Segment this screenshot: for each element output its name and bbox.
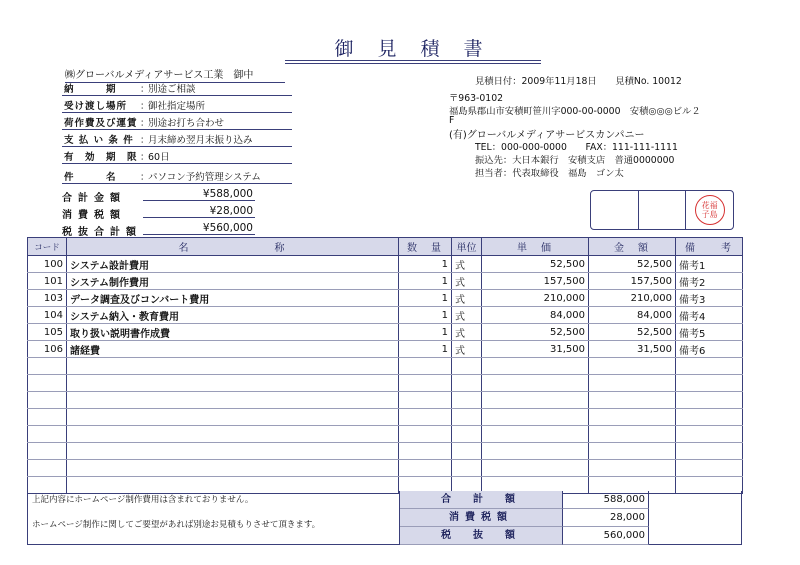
- cell-qty: 1: [399, 307, 452, 324]
- info-value: 別途お打ち合わせ: [148, 118, 225, 129]
- issuer-address-2: F: [449, 115, 455, 126]
- table-row-empty: [28, 358, 743, 375]
- info-value: 御社指定場所: [148, 101, 206, 112]
- col-header-name: 名 称: [67, 238, 399, 256]
- cell-code: 106: [28, 341, 67, 358]
- cell-amount: 52,500: [589, 256, 676, 273]
- cell-price: 84,000: [482, 307, 589, 324]
- footer-note: 上記内容にホームページ制作費用は含まれておりません。: [32, 495, 254, 505]
- issuer-postal: 〒963-0102: [449, 93, 504, 104]
- estimate-date-number: 見積日付：2009年11月18日 見積No. 10012: [475, 76, 682, 87]
- cell-code: 100: [28, 256, 67, 273]
- cell-code: 101: [28, 273, 67, 290]
- subject-underline: [62, 183, 292, 184]
- cell-price: 31,500: [482, 341, 589, 358]
- total-amount-value: ¥588,000: [143, 188, 255, 201]
- footer-note: ホームページ制作に関してご要望があれば別途お見積もりさせて頂きます。: [32, 520, 321, 530]
- cell-name: 取り扱い説明書作成費: [67, 324, 399, 341]
- table-footer: [27, 491, 742, 545]
- document-title: 御 見 積 書: [334, 38, 492, 60]
- info-row-validity: 有 効 期 限 ： 60日: [28, 146, 170, 163]
- table-row-empty: [28, 409, 743, 426]
- table-row: [28, 307, 743, 324]
- cell-qty: 1: [399, 273, 452, 290]
- cell-code: 104: [28, 307, 67, 324]
- info-row-subject: 件 名 ： パソコン予約管理システム: [28, 166, 261, 183]
- cell-unit: 式: [452, 307, 482, 324]
- table-header-row: [28, 238, 743, 256]
- info-value: 別途ご相談: [148, 84, 196, 95]
- cell-price: 52,500: [482, 324, 589, 341]
- stamp-cell-empty: [591, 191, 639, 229]
- col-header-code: コード: [28, 238, 67, 256]
- cell-name: 諸経費: [67, 341, 399, 358]
- cell-note: 備考5: [676, 324, 743, 341]
- table-row: [28, 273, 743, 290]
- totals-row-total: [399, 491, 649, 509]
- cell-note: 備考1: [676, 256, 743, 273]
- issuer-bank: 振込先：大日本銀行 安積支店 普通0000000: [475, 155, 675, 166]
- table-row: [28, 290, 743, 307]
- title-underline: [285, 60, 541, 61]
- stamp-box: [590, 190, 734, 230]
- cell-qty: 1: [399, 290, 452, 307]
- table-row-empty: [28, 392, 743, 409]
- cell-unit: 式: [452, 341, 482, 358]
- tax-amount-value: ¥28,000: [143, 205, 255, 218]
- col-header-price: 単 価: [482, 238, 589, 256]
- client-name: ㈱グローバルメディアサービス工業 御中: [65, 66, 285, 83]
- cell-price: 157,500: [482, 273, 589, 290]
- info-label: 有 効 期 限: [64, 152, 138, 163]
- cell-name: データ調査及びコンバート費用: [67, 290, 399, 307]
- info-underline: [62, 163, 292, 164]
- table-row-empty: [28, 443, 743, 460]
- cell-note: 備考2: [676, 273, 743, 290]
- tax-amount-label: 消費税額: [62, 210, 126, 221]
- stamp-cell-empty: [639, 191, 687, 229]
- items-table: [27, 237, 743, 494]
- info-label: 件 名: [64, 172, 117, 183]
- cell-code: 103: [28, 290, 67, 307]
- totals-label: 税 抜 額: [400, 527, 563, 545]
- info-label: 荷作費及び運賃: [64, 118, 138, 129]
- info-row-place: 受け渡し場所 ： 御社指定場所: [28, 95, 205, 112]
- table-row: [28, 341, 743, 358]
- issuer-address: 福島県郡山市安積町笹川字000-00-0000 安積◎◎◎ビル２: [449, 106, 701, 117]
- cell-unit: 式: [452, 256, 482, 273]
- cell-unit: 式: [452, 324, 482, 341]
- table-row: [28, 324, 743, 341]
- info-row-shipping: 荷作費及び運賃 ： 別途お打ち合わせ: [28, 112, 224, 129]
- pretax-amount-label: 税抜合計額: [62, 227, 142, 238]
- table-row-empty: [28, 426, 743, 443]
- title-underline-double: [285, 63, 541, 64]
- totals-label: 消費税額: [400, 509, 563, 527]
- cell-note: 備考4: [676, 307, 743, 324]
- cell-unit: 式: [452, 273, 482, 290]
- cell-qty: 1: [399, 324, 452, 341]
- table-row-empty: [28, 375, 743, 392]
- totals-value: 588,000: [563, 491, 649, 509]
- totals-value: 560,000: [563, 527, 649, 545]
- cell-name: システム制作費用: [67, 273, 399, 290]
- cell-note: 備考3: [676, 290, 743, 307]
- issuer-tel-fax: TEL：000-000-0000 FAX：111-111-1111: [475, 142, 678, 153]
- info-label: 納 期: [64, 84, 117, 95]
- cell-qty: 1: [399, 341, 452, 358]
- stamp-cell-seal: [686, 191, 733, 229]
- pretax-amount-value: ¥560,000: [143, 222, 255, 235]
- issuer-contact: 担当者：代表取締役 福島 ゴン太: [475, 168, 624, 179]
- issuer-company: (有)グローバルメディアサービスカンパニー: [449, 130, 645, 141]
- subject-value: パソコン予約管理システム: [148, 172, 261, 183]
- info-row-delivery: 納 期 ： 別途ご相談: [28, 78, 196, 95]
- total-amount-label: 合計金額: [62, 193, 126, 204]
- col-header-qty: 数 量: [399, 238, 452, 256]
- info-label: 受け渡し場所: [64, 101, 128, 112]
- totals-label: 合 計 額: [400, 491, 563, 509]
- cell-name: システム設計費用: [67, 256, 399, 273]
- cell-name: システム納入・教育費用: [67, 307, 399, 324]
- totals-row-tax: [399, 509, 649, 527]
- col-header-amount: 金 額: [589, 238, 676, 256]
- cell-amount: 52,500: [589, 324, 676, 341]
- cell-price: 210,000: [482, 290, 589, 307]
- cell-amount: 210,000: [589, 290, 676, 307]
- table-row: [28, 256, 743, 273]
- col-header-unit: 単位: [452, 238, 482, 256]
- cell-code: 105: [28, 324, 67, 341]
- cell-amount: 157,500: [589, 273, 676, 290]
- table-row-empty: [28, 460, 743, 477]
- info-value: 60日: [148, 152, 170, 163]
- cell-qty: 1: [399, 256, 452, 273]
- col-header-note: 備 考: [676, 238, 743, 256]
- cell-note: 備考6: [676, 341, 743, 358]
- totals-value: 28,000: [563, 509, 649, 527]
- info-label: 支 払 い 条 件: [64, 135, 134, 146]
- cell-amount: 84,000: [589, 307, 676, 324]
- cell-amount: 31,500: [589, 341, 676, 358]
- cell-price: 52,500: [482, 256, 589, 273]
- info-value: 月末締め翌月末振り込み: [148, 135, 253, 146]
- totals-row-pretax: [399, 527, 649, 545]
- company-seal-icon: 花福 子島: [695, 195, 725, 225]
- info-row-payment: 支 払 い 条 件 ： 月末締め翌月末振り込み: [28, 129, 253, 146]
- cell-unit: 式: [452, 290, 482, 307]
